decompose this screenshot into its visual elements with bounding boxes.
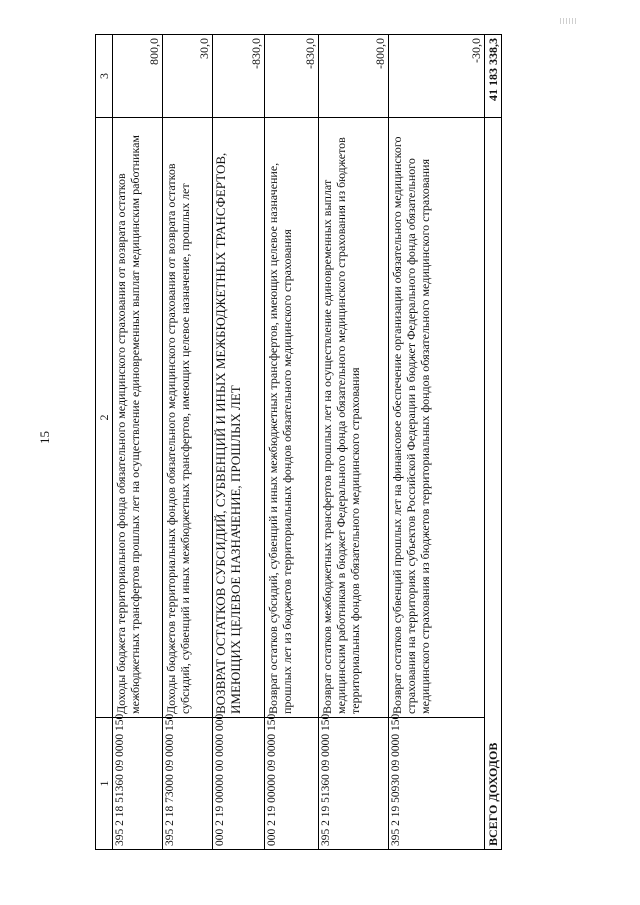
row-code: 395 2 18 73000 09 0000 150 xyxy=(163,718,213,850)
row-code: 395 2 19 51360 09 0000 150 xyxy=(319,718,389,850)
row-code: 395 2 19 50930 09 0000 150 xyxy=(389,718,485,850)
income-table xyxy=(95,34,502,850)
table-row xyxy=(265,35,319,850)
header-col-2: 2 xyxy=(96,118,113,718)
table-header-row xyxy=(96,35,113,850)
scan-artifact xyxy=(560,18,576,24)
table-row xyxy=(213,35,265,850)
row-name: Возврат остатков субвенций прошлых лет на финансовое обеспечение организации обязательного медицинского страхования на территориях субъектов Российской Федерации в бюджет Федерального фонда обязательного медицинского страхования из бюджетов территориальных фондов обязательного медицинского страхования xyxy=(389,118,485,718)
row-amount: -30,0 xyxy=(389,35,485,118)
table-row xyxy=(113,35,163,850)
row-amount: -800,0 xyxy=(319,35,389,118)
row-amount: -830,0 xyxy=(213,35,265,118)
table-row xyxy=(389,35,485,850)
row-name: ВОЗВРАТ ОСТАТКОВ СУБСИДИЙ, СУБВЕНЦИЙ И ИНЫХ МЕЖБЮДЖЕТНЫХ ТРАНСФЕРТОВ, ИМЕЮЩИХ ЦЕЛЕВОЕ НАЗНАЧЕНИЕ, ПРОШЛЫХ ЛЕТ xyxy=(213,118,265,718)
table-row xyxy=(163,35,213,850)
total-row xyxy=(485,35,502,850)
row-amount: 30,0 xyxy=(163,35,213,118)
total-amount: 41 183 338,3 xyxy=(485,35,502,118)
header-col-3: 3 xyxy=(96,35,113,118)
header-col-1: 1 xyxy=(96,718,113,850)
row-code: 395 2 18 51360 09 0000 150 xyxy=(113,718,163,850)
row-name: Возврат остатков межбюджетных трансфертов прошлых лет на осуществление единовременных выплат медицинским работникам в бюджет Федерального фонда обязательного медицинского страхования из бюджетов территориальных фондов обязательного медицинского страхования xyxy=(319,118,389,718)
row-name: Доходы бюджетов территориальных фондов обязательного медицинского страхования от возврата остатков субсидий, субвенций и иных межбюджетных трансфертов, имеющих целевое назначение, прошлых лет xyxy=(163,118,213,718)
rotated-table-container xyxy=(95,35,511,850)
row-name: Доходы бюджета территориального фонда обязательного медицинского страхования от возврата остатков межбюджетных трансфертов прошлых лет на осуществление единовременных выплат медицинским работникам xyxy=(113,118,163,718)
row-code: 000 2 19 00000 00 0000 000 xyxy=(213,718,265,850)
row-amount: -830,0 xyxy=(265,35,319,118)
table-row xyxy=(319,35,389,850)
row-amount: 800,0 xyxy=(113,35,163,118)
total-label: ВСЕГО ДОХОДОВ xyxy=(485,118,502,850)
row-code: 000 2 19 00000 09 0000 150 xyxy=(265,718,319,850)
page-number: 15 xyxy=(37,431,52,444)
row-name: Возврат остатков субсидий, субвенций и иных межбюджетных трансфертов, имеющих целевое назначение, прошлых лет из бюджетов территориальных фондов обязательного медицинского страхования xyxy=(265,118,319,718)
